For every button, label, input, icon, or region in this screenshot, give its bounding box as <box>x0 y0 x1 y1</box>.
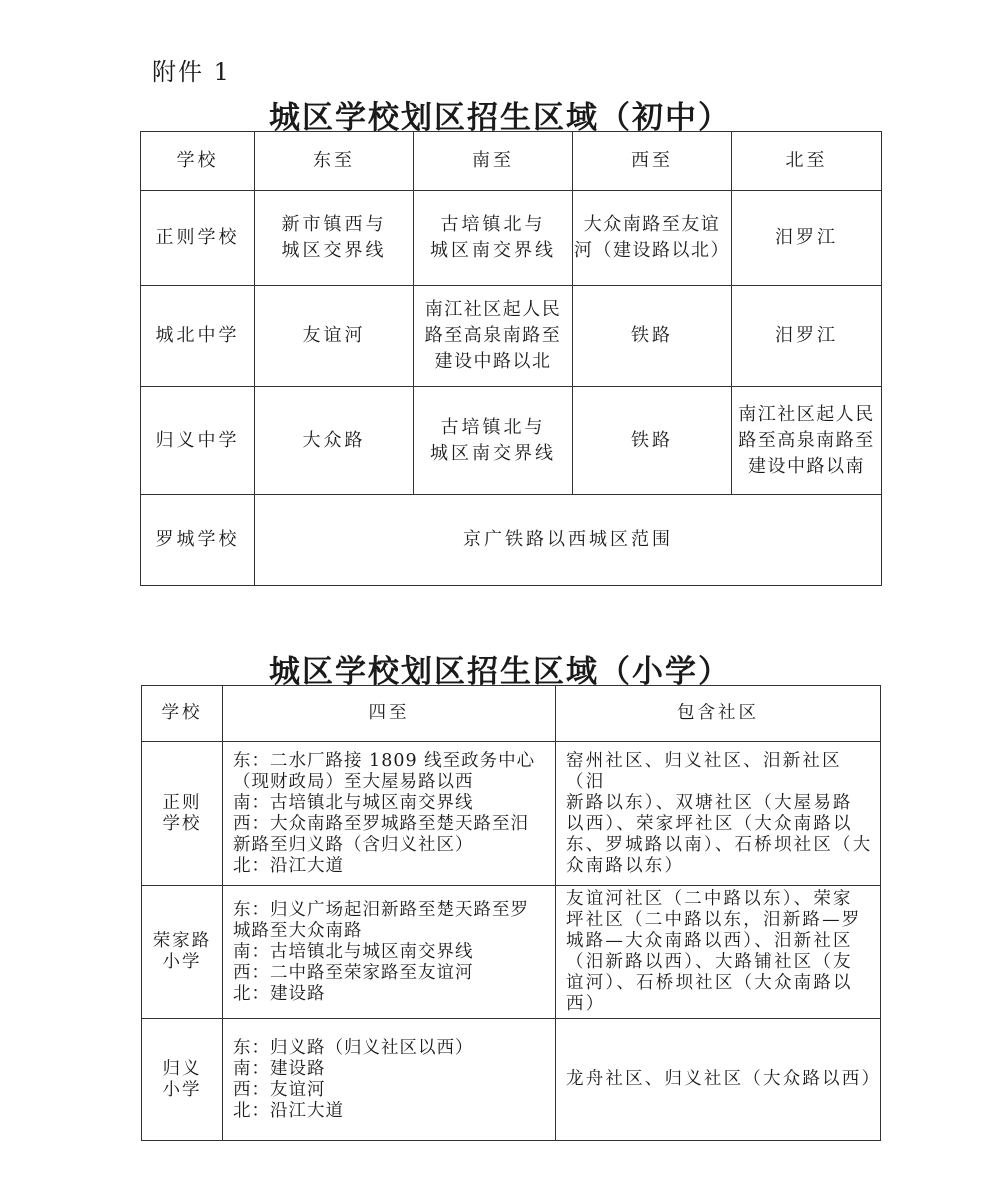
south-cell: 南江社区起人民 路至高泉南路至 建设中路以北 <box>414 286 573 387</box>
school-cell: 归义中学 <box>141 387 255 495</box>
east-cell: 友谊河 <box>255 286 414 387</box>
header-north: 北至 <box>732 132 882 191</box>
east-cell: 大众路 <box>255 387 414 495</box>
east-cell: 新市镇西与 城区交界线 <box>255 191 414 286</box>
north-cell: 汨罗江 <box>732 191 882 286</box>
bounds-cell: 东：归义路（归义社区以西） 南：建设路 西：友谊河 北：沿江大道 <box>223 1019 556 1141</box>
primary-school-table-title: 城区学校划区招生区域（小学） <box>269 654 731 690</box>
header-south: 南至 <box>414 132 573 191</box>
west-cell: 铁路 <box>573 286 732 387</box>
table-row <box>142 886 881 1019</box>
communities-cell: 窑州社区、归义社区、汨新社区（汨 新路以东）、双塘社区（大屋易路 以西）、荣家坪社区（大众南路以 东、罗城路以南）、石桥坝社区（大 众南路以东） <box>556 742 881 886</box>
school-cell: 荣家路 小学 <box>142 886 223 1019</box>
communities-cell: 友谊河社区（二中路以东）、荣家 坪社区（二中路以东，汨新路—罗 城路—大众南路以西）、汨新社区 （汨新路以西）、大路铺社区（友 谊河）、石桥坝社区（大众南路以 西） <box>556 886 881 1019</box>
north-cell: 南江社区起人民 路至高泉南路至 建设中路以南 <box>732 387 882 495</box>
table-row <box>141 495 882 586</box>
north-cell: 汨罗江 <box>732 286 882 387</box>
attachment-label: 附件 1 <box>152 58 231 86</box>
table-header-row <box>141 132 882 191</box>
header-west: 西至 <box>573 132 732 191</box>
header-bounds: 四至 <box>223 686 556 742</box>
school-cell: 归义 小学 <box>142 1019 223 1141</box>
school-cell: 正则学校 <box>141 191 255 286</box>
table-row <box>142 742 881 886</box>
header-school: 学校 <box>141 132 255 191</box>
header-east: 东至 <box>255 132 414 191</box>
south-cell: 古培镇北与 城区南交界线 <box>414 387 573 495</box>
merged-range-cell: 京广铁路以西城区范围 <box>255 495 882 586</box>
bounds-cell: 东：归义广场起汨新路至楚天路至罗 城路至大众南路 南：古培镇北与城区南交界线 西：二中路至荣家路至友谊河 北：建设路 <box>223 886 556 1019</box>
table-row <box>141 286 882 387</box>
school-cell: 罗城学校 <box>141 495 255 586</box>
west-cell: 铁路 <box>573 387 732 495</box>
table-row <box>141 387 882 495</box>
west-cell: 大众南路至友谊 河（建设路以北） <box>573 191 732 286</box>
primary-school-zoning-table <box>141 685 881 1141</box>
middle-school-zoning-table <box>140 131 882 586</box>
header-communities: 包含社区 <box>556 686 881 742</box>
table-row <box>142 1019 881 1141</box>
bounds-cell: 东：二水厂路接 1809 线至政务中心 （现财政局）至大屋易路以西 南：古培镇北与城区南交界线 西：大众南路至罗城路至楚天路至汨 新路至归义路（含归义社区） 北：沿江大道 <box>223 742 556 886</box>
table-header-row <box>142 686 881 742</box>
header-school: 学校 <box>142 686 223 742</box>
south-cell: 古培镇北与 城区南交界线 <box>414 191 573 286</box>
table-row <box>141 191 882 286</box>
middle-school-table-title: 城区学校划区招生区域（初中） <box>269 100 731 136</box>
communities-cell: 龙舟社区、归义社区（大众路以西） <box>556 1019 881 1141</box>
school-cell: 城北中学 <box>141 286 255 387</box>
school-cell: 正则 学校 <box>142 742 223 886</box>
